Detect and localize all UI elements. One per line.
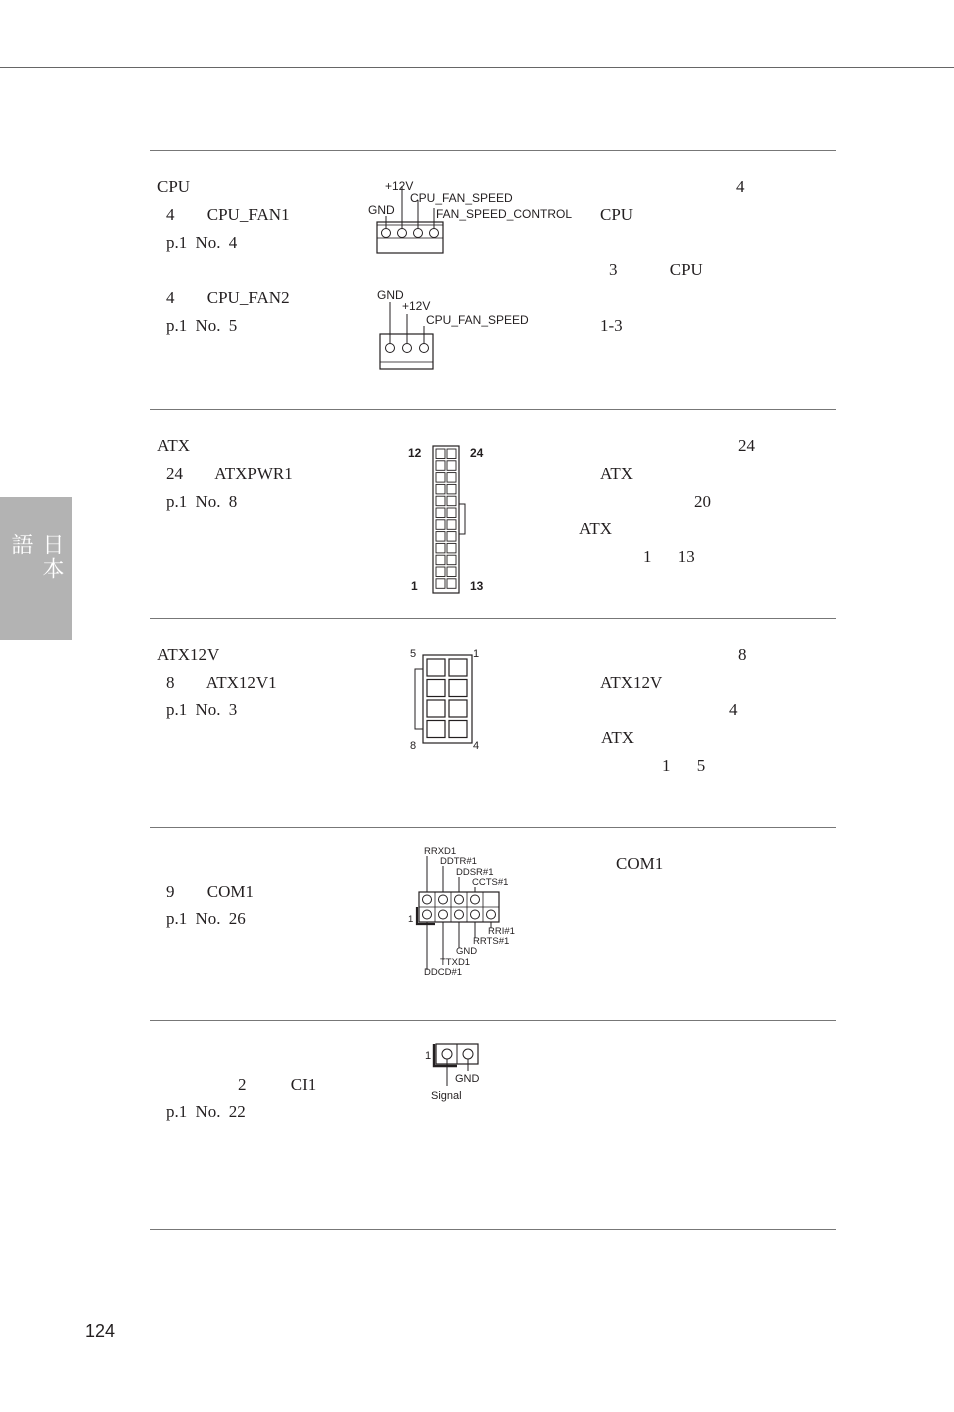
fan1-12v-label: +12V [385,179,414,193]
fan1-gnd-label: GND [368,203,395,217]
ci1-label: 2 CI1 [238,1075,317,1094]
atx-pin [436,532,445,542]
atx-pin [447,532,456,542]
atx12v-8pin-diagram [400,644,500,759]
atx-pin13-label: 13 [470,579,484,593]
com-ccts-label: CCTS#1 [472,877,509,888]
cpu-fan-desc-1: 4 [736,177,745,196]
com-pin1-label: 1 [408,914,414,925]
section-rule [150,409,836,410]
atx12v-desc-5: 1 5 [662,756,706,775]
com-ddsr-label: DDSR#1 [456,867,494,878]
fan2-12v-label: +12V [402,299,431,313]
cpu-fan-desc-2: CPU [600,205,634,224]
atx12v-title: ATX12V [157,645,220,664]
atx-pin [436,508,445,518]
section-rule [150,1229,836,1230]
atx-pin [447,484,456,494]
com-gnd-label: GND [456,946,478,957]
atx-desc-3: 20 [694,492,711,511]
atx-pin [436,555,445,565]
section-rule [150,150,836,151]
ci1-ref: p.1 No. 22 [166,1102,246,1121]
ci-signal-label: Signal [431,1090,462,1102]
atx-pin [447,449,456,459]
atx-pin [447,543,456,553]
atx-pin [436,484,445,494]
atx-pin [447,496,456,506]
language-tab-label: 日本語 [8,532,64,581]
fan2-gnd-label: GND [377,288,404,302]
cpu-fan1-header [368,179,572,253]
com-ddcd-label: DDCD#1 [424,967,463,978]
cpu-fan-desc-3: 3 CPU [609,260,703,279]
com-ddtr-label: DDTR#1 [440,856,477,867]
section-rule [150,827,836,828]
atx12v-desc-1: 8 [738,645,747,664]
atx12v1-ref: p.1 No. 3 [166,700,238,719]
atx12v-pin [427,659,445,676]
atx12v-pin8-label: 8 [410,740,417,752]
com1-header-diagram [400,840,540,985]
atx12v-pin5-label: 5 [410,648,417,660]
com-desc-1: COM1 [616,854,664,873]
atx12v-desc-4: ATX [601,728,635,747]
atx12v-pin [449,659,467,676]
page-number: 124 [85,1321,116,1341]
atx12v-pin4-label: 4 [473,740,480,752]
atx-pin [436,543,445,553]
com-ttxd1-label: TTXD1 [440,957,471,968]
atx-pin12-label: 12 [408,446,422,460]
atx-pin [436,496,445,506]
section-rule [150,618,836,619]
com-rri-label: RRI#1 [488,926,515,937]
com-pin-grid [417,892,499,924]
ci1-header-diagram [420,1038,510,1108]
fan1-speed-label: CPU_FAN_SPEED [410,191,513,205]
cpu-fan1-ref: p.1 No. 4 [166,233,238,252]
atx-pin [436,579,445,589]
cpu-fan-title: CPU [157,177,191,196]
atxpwr1-ref: p.1 No. 8 [166,492,238,511]
section-rule [150,1020,836,1021]
atx-desc-5: 1 13 [643,547,695,566]
atx-pin [436,473,445,483]
atx-24pin-diagram [400,440,500,600]
atx-pin [447,579,456,589]
atx12v-desc-2: ATX12V [600,673,663,692]
atx-pin [436,520,445,530]
com-rrxd1-label: RRXD1 [424,846,457,857]
language-tab[interactable] [0,497,72,640]
atx-desc-1: 24 [738,436,755,455]
atx12v-pin [427,721,445,738]
atx-pin [447,555,456,565]
com1-ref: p.1 No. 26 [166,909,246,928]
com1-label: 9 COM1 [166,882,254,901]
com-rrts-label: RRTS#1 [473,936,510,947]
atx-pin [447,567,456,577]
cpu-fan-diagrams [360,174,590,374]
atx-pin [447,508,456,518]
atx12v-pin [449,721,467,738]
cpu-fan2-header [377,288,529,369]
header-rule [0,67,954,68]
atx12v1-label: 8 ATX12V1 [166,673,277,692]
ci-gnd-label: GND [455,1073,480,1085]
atx-desc-4: ATX [579,519,613,538]
atx-pin [436,461,445,471]
atx-pin [447,473,456,483]
cpu-fan2-label: 4 CPU_FAN2 [166,288,290,307]
atx12v-pin [427,700,445,717]
atx12v-pin1-label: 1 [473,648,480,660]
atx12v-desc-3: 4 [729,700,738,719]
fan1-control-label: FAN_SPEED_CONTROL [436,207,573,221]
atx12v-pin [427,680,445,697]
cpu-fan-desc-4: 1-3 [600,316,623,335]
atx12v-pin [449,700,467,717]
ci-pin1-label: 1 [425,1050,432,1062]
atx-desc-2: ATX [600,464,634,483]
cpu-fan2-ref: p.1 No. 5 [166,316,238,335]
atx-pin [436,449,445,459]
fan2-speed-label: CPU_FAN_SPEED [426,313,529,327]
atxpwr1-label: 24 ATXPWR1 [166,464,293,483]
atx-pin1-label: 1 [411,579,418,593]
atx12v-pin [449,680,467,697]
atx-pin24-label: 24 [470,446,484,460]
atx-pin [447,461,456,471]
atx-title: ATX [157,436,191,455]
cpu-fan1-label: 4 CPU_FAN1 [166,205,290,224]
atx-pin [447,520,456,530]
atx-pin [436,567,445,577]
